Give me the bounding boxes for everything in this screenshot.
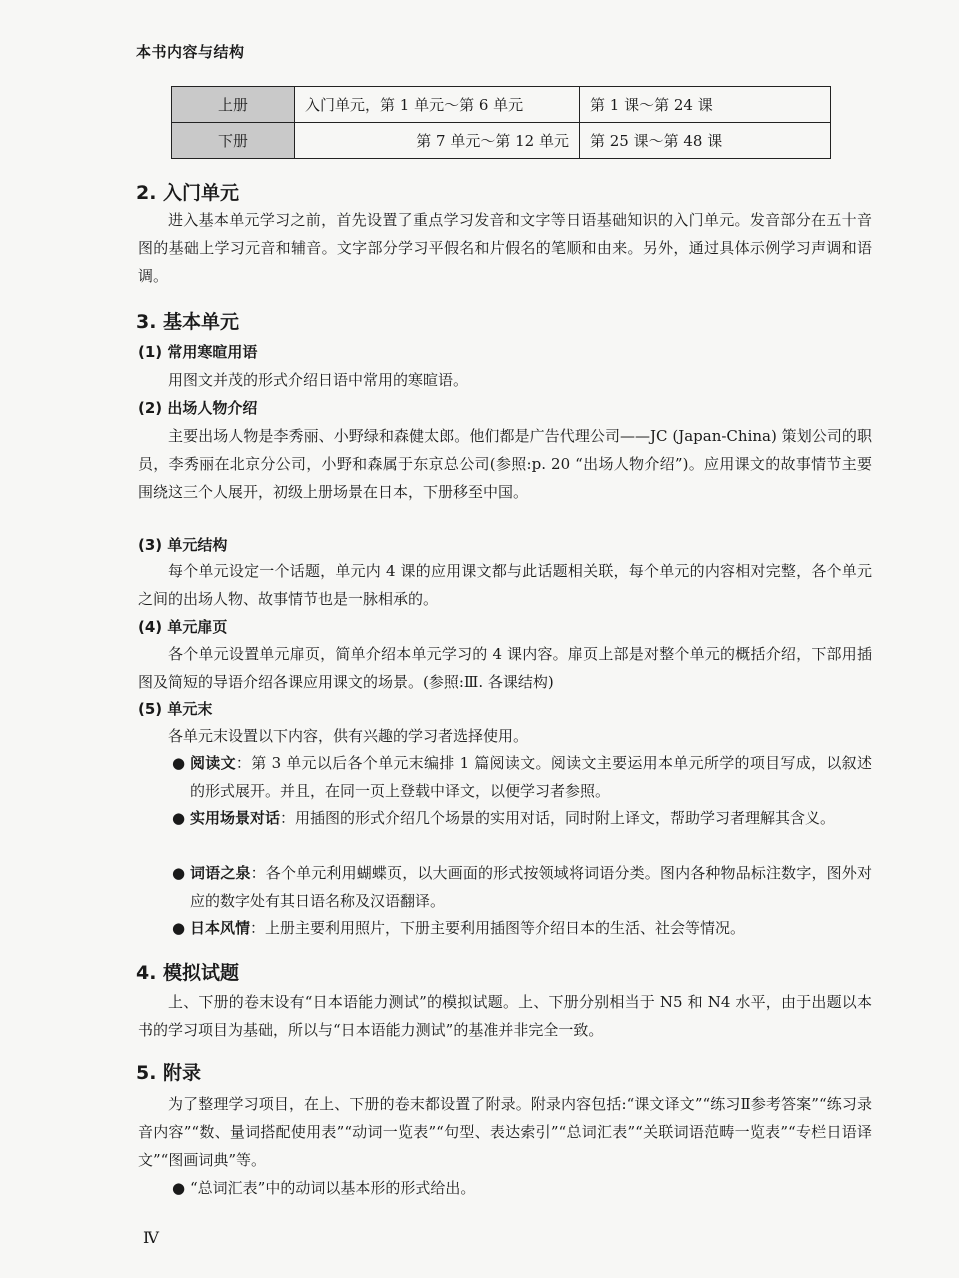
volume-lessons-cell: 第 1 课～第 24 课: [580, 87, 831, 123]
bullet-text: ：用插图的形式介绍几个场景的实用对话，同时附上译文，帮助学习者理解其含义。: [280, 809, 836, 827]
subheading-unit-end: (5) 单元末: [138, 700, 213, 718]
bullet-term: 词语之泉: [190, 864, 251, 882]
subheading-unit-structure: (3) 单元结构: [138, 536, 228, 554]
bullet-reading: [172, 749, 872, 805]
bullet-dialogue: [172, 804, 872, 832]
section-body-mock-test: 上、下册的卷末设有“日本语能力测试”的模拟试题。上、下册分别相当于 N5 和 N4 水平，由于出题以本书的学习项目为基础，所以与“日本语能力测试”的基准并非完全一致。: [138, 993, 872, 1039]
subheading-characters: (2) 出场人物介绍: [138, 399, 258, 417]
bullet-term: 阅读文: [190, 754, 236, 772]
page-number: Ⅳ: [143, 1228, 159, 1247]
bullet-text: ：第 3 单元以后各个单元末编排 1 篇阅读文。阅读文主要运用本单元所学的项目写成，以叙述的形式展开。并且，在同一页上登载中译文，以便学习者参照。: [190, 754, 872, 800]
bullet-text: “总词汇表”中的动词以基本形的形式给出。: [190, 1179, 476, 1197]
body-characters: 主要出场人物是李秀丽、小野绿和森健太郎。他们都是广告代理公司——JC (Japan-China) 策划公司的职员，李秀丽在北京分公司，小野和森属于东京总公司(参照:p. 20 “出场人物介绍”)。应用课文的故事情节主要围绕这三个人展开，初级上册场景在日本，下册移至中国。: [138, 427, 872, 501]
section-heading-mock-test: 4. 模拟试题: [136, 962, 240, 984]
bullet-japan-culture: [172, 914, 872, 942]
table-row: [172, 123, 831, 159]
volume-units-cell: 入门单元，第 1 单元～第 6 单元: [295, 87, 580, 123]
bullet-dot-icon: ●: [172, 1179, 186, 1197]
bullet-term: 实用场景对话: [190, 809, 281, 827]
volume-name-cell: 下册: [172, 123, 295, 159]
bullet-vocabulary: [172, 859, 872, 915]
section-heading-basic-unit: 3. 基本单元: [136, 311, 240, 333]
body-unit-end: 各单元末设置以下内容，供有兴趣的学习者选择使用。: [168, 727, 529, 745]
volume-name-cell: 上册: [172, 87, 295, 123]
section-body-appendix: 为了整理学习项目，在上、下册的卷末都设置了附录。附录内容包括:“课文译文”“练习Ⅱ参考答案”“练习录音内容”“数、量词搭配使用表”“动词一览表”“句型、表达索引”“总词汇表”“关联词语范畴一览表”“专栏日语译文”“图画词典”等。: [138, 1095, 872, 1169]
bullet-dot-icon: ●: [172, 919, 186, 937]
bullet-text: ：各个单元利用蝴蝶页，以大画面的形式按领域将词语分类。图内各种物品标注数字，图外对应的数字处有其日语名称及汉语翻译。: [190, 864, 872, 910]
header-title: 本书内容与结构: [136, 43, 245, 61]
volume-lessons-cell: 第 25 课～第 48 课: [580, 123, 831, 159]
bullet-term: 日本风情: [190, 919, 251, 937]
body-unit-title-page: 各个单元设置单元扉页，简单介绍本单元学习的 4 课内容。扉页上部是对整个单元的概括介绍，下部用插图及简短的导语介绍各课应用课文的场景。(参照:Ⅲ. 各课结构): [138, 645, 872, 691]
bullet-text: ：上册主要利用照片，下册主要利用插图等介绍日本的生活、社会等情况。: [250, 919, 746, 937]
section-heading-appendix: 5. 附录: [136, 1062, 202, 1084]
body-greetings: 用图文并茂的形式介绍日语中常用的寒暄语。: [168, 371, 469, 389]
subheading-greetings: (1) 常用寒暄用语: [138, 343, 258, 361]
section-heading-intro-unit: 2. 入门单元: [136, 182, 240, 204]
subheading-unit-title-page: (4) 单元扉页: [138, 618, 228, 636]
section-body-intro-unit: 进入基本单元学习之前，首先设置了重点学习发音和文字等日语基础知识的入门单元。发音部分在五十音图的基础上学习元音和辅音。文字部分学习平假名和片假名的笔顺和由来。另外，通过具体示例学习声调和语调。: [138, 211, 872, 285]
body-unit-structure: 每个单元设定一个话题，单元内 4 课的应用课文都与此话题相关联，每个单元的内容相对完整，各个单元之间的出场人物、故事情节也是一脉相承的。: [138, 562, 872, 608]
bullet-dot-icon: ●: [172, 864, 186, 882]
bullet-dot-icon: ●: [172, 809, 186, 827]
appendix-bullet: [172, 1174, 872, 1202]
bullet-dot-icon: ●: [172, 754, 186, 772]
volume-units-cell: 第 7 单元～第 12 单元: [295, 123, 580, 159]
table-row: [172, 87, 831, 123]
volume-table: [171, 86, 831, 159]
